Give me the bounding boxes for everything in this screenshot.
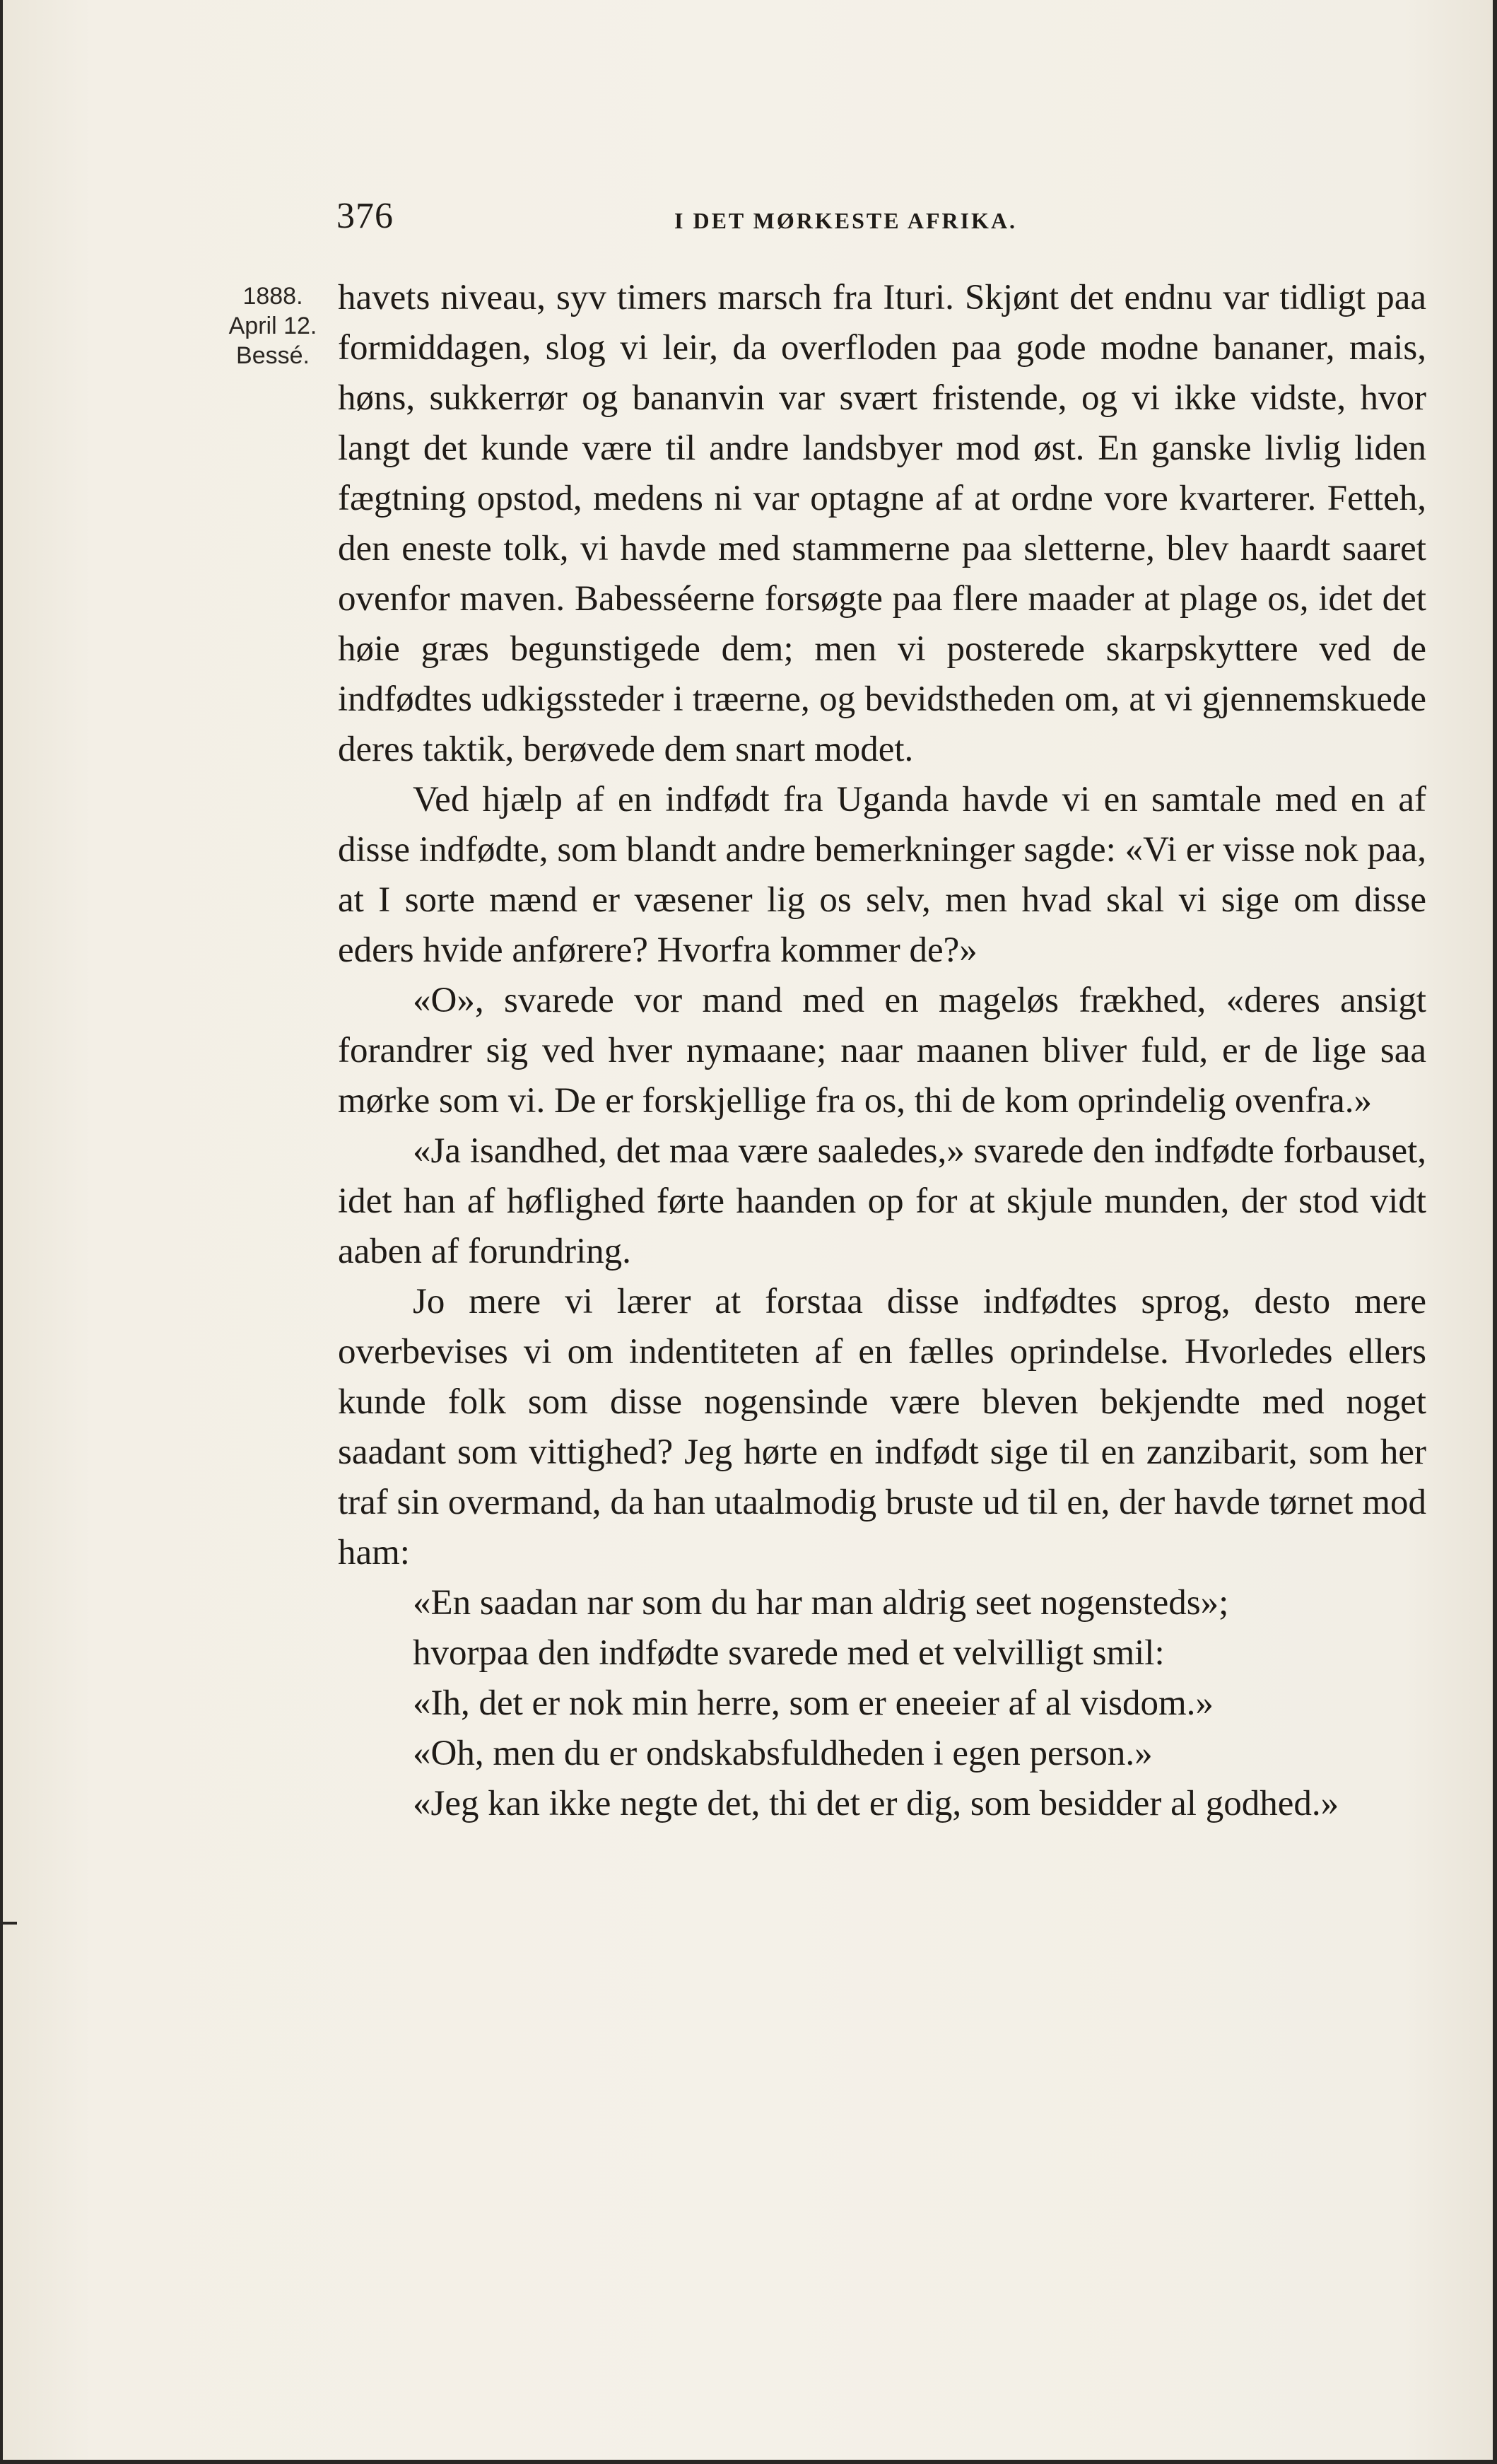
margin-note-year: 1888. [242,283,303,310]
paragraph: «O», svarede vor mand med en mageløs frækhed, «deres ansigt forandrer sig ved hver nymaane; naar maanen bliver fuld, er de lige saa mørke som vi. De er forskjellige fra os, thi de kom oprindelig ovenfra.» [338,981,1426,1121]
page-number: 376 [336,196,394,236]
page-header [336,189,1425,246]
paragraph: havets niveau, syv timers marsch fra Ituri. Skjønt det endnu var tidligt paa formiddagen, slog vi leir, da overfloden paa gode modne bananer, mais, høns, sukkerrør og bananvin var svært fristende, og vi ikke vidste, hvor langt det kunde være til andre landsbyer mod øst. En ganske livlig liden fægtning opstod, medens ni var optagne af at ordne vore kvarterer. Fetteh, den eneste tolk, vi havde med stammerne paa sletterne, blev haardt saaret ovenfor maven. Babesséerne forsøgte paa flere maader at plage os, idet det høie græs begunstigede dem; men vi posterede skarpskyttere ved de indfødtes udkigssteder i træerne, og bevidstheden om, at vi gjennemskuede deres taktik, berøvede dem snart modet. [338,278,1426,769]
paragraph: «Ja isandhed, det maa være saaledes,» svarede den indfødte forbauset, idet han af høflighed førte haanden op for at skjule munden, der stod vidt aaben af forundring. [338,1131,1426,1271]
dialogue-line: hvorpaa den indfødte svarede med et velvilligt smil: [413,1633,1165,1673]
dialogue-line: «Oh, men du er ondskabsfuldheden i egen person.» [413,1734,1153,1773]
dialogue-line: «Jeg kan ikke negte det, thi det er dig, som besidder al godhed.» [413,1784,1339,1823]
dialogue-line: «En saadan nar som du har man aldrig seet nogensteds»; [413,1583,1229,1623]
body-text [338,273,1426,1829]
margin-note-place: Bessé. [236,342,310,369]
page-edge-mark [3,1922,17,1925]
paragraph: Jo mere vi lærer at forstaa disse indfødtes sprog, desto mere overbevises vi om indentiteten af en fælles oprindelse. Hvorledes ellers kunde folk som disse nogensinde være bleven bekjendte med noget saadant som vittighed? Jeg hørte en indfødt sige til en zanzibarit, som her traf sin overmand, da han utaalmodig bruste ud til en, der havde tørnet mod ham: [338,1282,1426,1572]
margin-note-date: April 12. [228,313,317,339]
dialogue-line: «Ih, det er nok min herre, som er eneeier af al visdom.» [413,1683,1214,1723]
margin-note [202,281,344,370]
paragraph: Ved hjælp af en indfødt fra Uganda havde vi en samtale med en af disse indfødte, som blandt andre bemerkninger sagde: «Vi er visse nok paa, at I sorte mænd er væsener lig os selv, men hvad skal vi sige om disse eders hvide anførere? Hvorfra kommer de?» [338,780,1426,970]
running-title: I DET MØRKESTE AFRIKA. [674,208,1018,233]
